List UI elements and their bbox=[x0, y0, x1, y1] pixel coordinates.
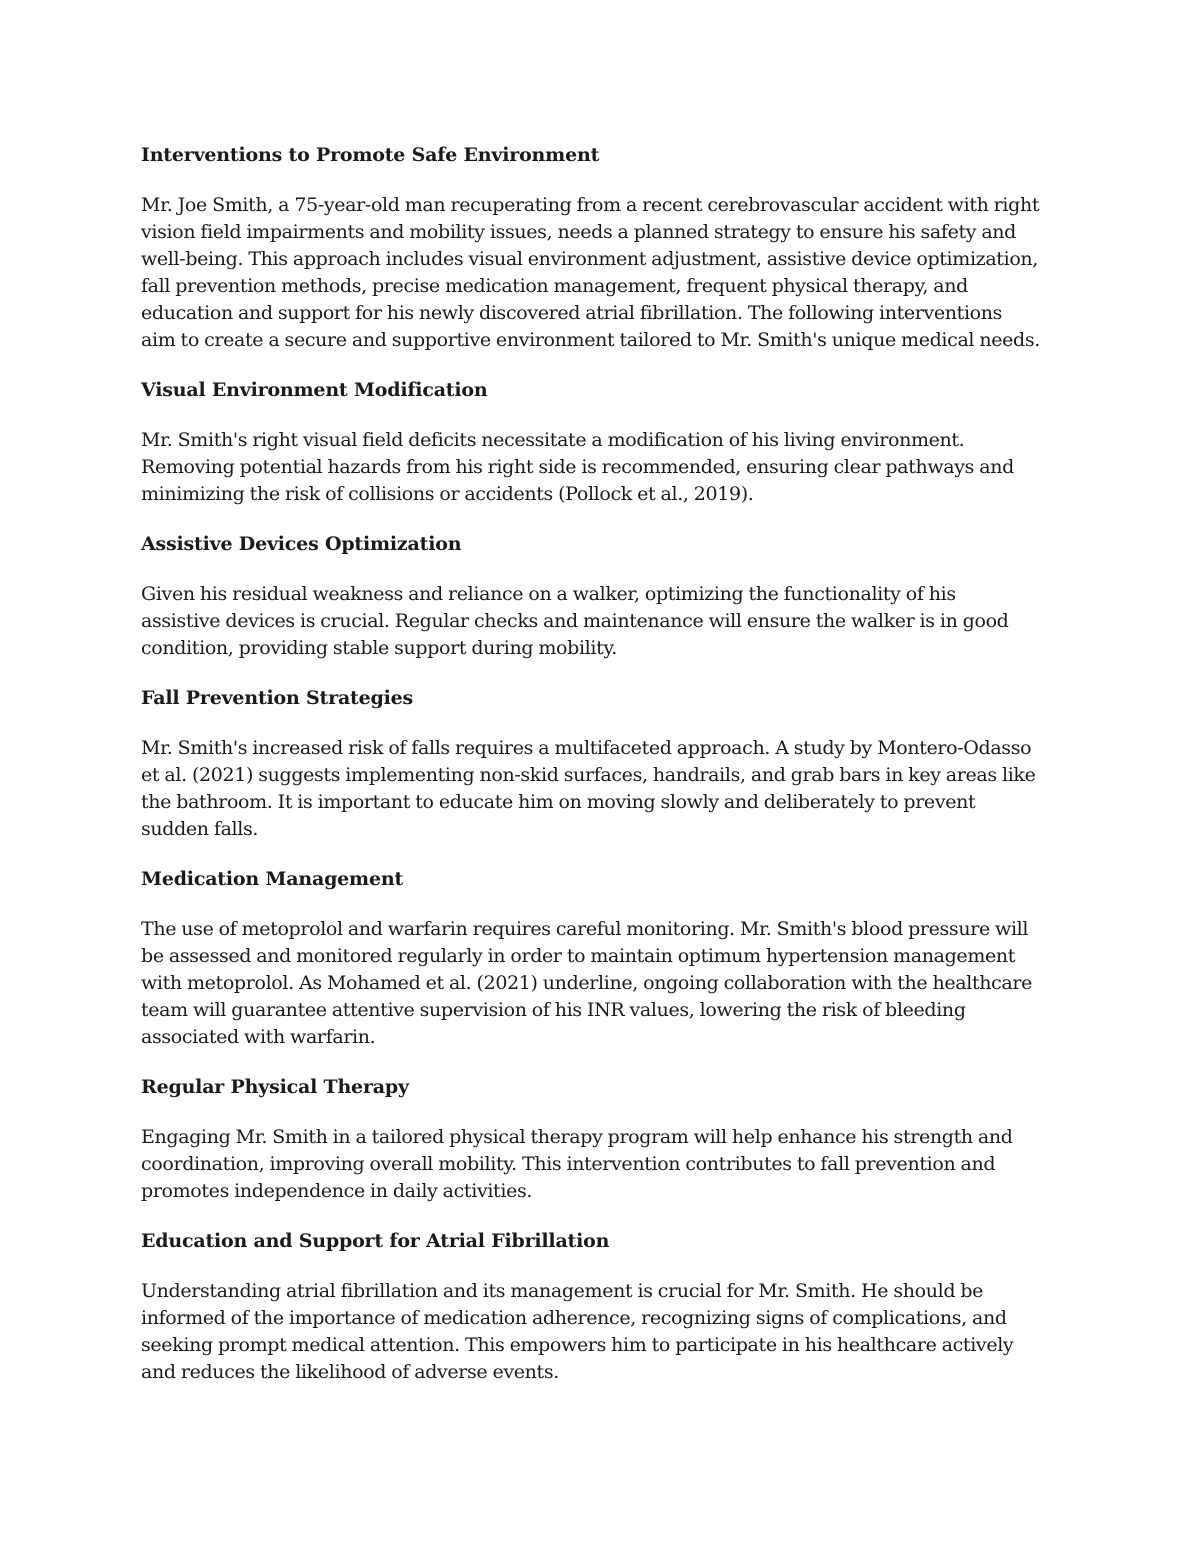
paragraph-line: et al. (2021) suggests implementing non-skid surfaces, handrails, and grab bars in key areas like bbox=[141, 764, 1036, 786]
section-heading: Education and Support for Atrial Fibrillation bbox=[141, 1230, 610, 1252]
paragraph-line: Engaging Mr. Smith in a tailored physical therapy program will help enhance his strength and bbox=[141, 1126, 1013, 1148]
section-heading: Fall Prevention Strategies bbox=[141, 687, 414, 709]
section-assistive-devices bbox=[141, 531, 1061, 662]
paragraph-line: well-being. This approach includes visual environment adjustment, assistive device optimization, bbox=[141, 248, 1038, 270]
paragraph-line: The use of metoprolol and warfarin requires careful monitoring. Mr. Smith's blood pressure will bbox=[141, 918, 1029, 940]
paragraph-line: informed of the importance of medication adherence, recognizing signs of complications, and bbox=[141, 1307, 1007, 1329]
paragraph-line: associated with warfarin. bbox=[141, 1026, 376, 1048]
section-fall-prevention bbox=[141, 685, 1061, 843]
document-page bbox=[141, 142, 1061, 1409]
paragraph-line: be assessed and monitored regularly in order to maintain optimum hypertension management bbox=[141, 945, 1016, 967]
paragraph-line: with metoprolol. As Mohamed et al. (2021) underline, ongoing collaboration with the healthcare bbox=[141, 972, 1033, 994]
section-atrial-fibrillation bbox=[141, 1228, 1061, 1386]
section-paragraph bbox=[141, 427, 1061, 508]
section-paragraph bbox=[141, 1278, 1061, 1386]
section-paragraph bbox=[141, 916, 1061, 1051]
paragraph-line: promotes independence in daily activities. bbox=[141, 1180, 533, 1202]
section-heading: Assistive Devices Optimization bbox=[141, 533, 462, 555]
section-heading: Interventions to Promote Safe Environment bbox=[141, 144, 600, 166]
section-heading: Medication Management bbox=[141, 868, 404, 890]
section-paragraph bbox=[141, 735, 1061, 843]
paragraph-line: Mr. Smith's increased risk of falls requires a multifaceted approach. A study by Montero-Odasso bbox=[141, 737, 1032, 759]
section-paragraph bbox=[141, 1124, 1061, 1205]
paragraph-line: team will guarantee attentive supervision of his INR values, lowering the risk of bleeding bbox=[141, 999, 966, 1021]
paragraph-line: condition, providing stable support during mobility. bbox=[141, 637, 617, 659]
paragraph-line: seeking prompt medical attention. This empowers him to participate in his healthcare actively bbox=[141, 1334, 1014, 1356]
paragraph-line: sudden falls. bbox=[141, 818, 259, 840]
paragraph-line: and reduces the likelihood of adverse events. bbox=[141, 1361, 559, 1383]
paragraph-line: Understanding atrial fibrillation and its management is crucial for Mr. Smith. He should be bbox=[141, 1280, 984, 1302]
paragraph-line: aim to create a secure and supportive environment tailored to Mr. Smith's unique medical needs. bbox=[141, 329, 1040, 351]
paragraph-line: Mr. Smith's right visual field deficits necessitate a modification of his living environment. bbox=[141, 429, 965, 451]
paragraph-line: vision field impairments and mobility issues, needs a planned strategy to ensure his safety and bbox=[141, 221, 1016, 243]
paragraph-line: Removing potential hazards from his right side is recommended, ensuring clear pathways and bbox=[141, 456, 1014, 478]
section-intro bbox=[141, 142, 1061, 354]
paragraph-line: Mr. Joe Smith, a 75-year-old man recuperating from a recent cerebrovascular accident with right bbox=[141, 194, 1040, 216]
section-visual-environment bbox=[141, 377, 1061, 508]
paragraph-line: fall prevention methods, precise medication management, frequent physical therapy, and bbox=[141, 275, 968, 297]
section-paragraph bbox=[141, 192, 1061, 354]
paragraph-line: minimizing the risk of collisions or accidents (Pollock et al., 2019). bbox=[141, 483, 754, 505]
section-physical-therapy bbox=[141, 1074, 1061, 1205]
paragraph-line: coordination, improving overall mobility. This intervention contributes to fall prevention and bbox=[141, 1153, 996, 1175]
section-heading: Regular Physical Therapy bbox=[141, 1076, 409, 1098]
paragraph-line: education and support for his newly discovered atrial fibrillation. The following interventions bbox=[141, 302, 1003, 324]
section-heading: Visual Environment Modification bbox=[141, 379, 488, 401]
section-paragraph bbox=[141, 581, 1061, 662]
paragraph-line: the bathroom. It is important to educate him on moving slowly and deliberately to prevent bbox=[141, 791, 976, 813]
section-medication-management bbox=[141, 866, 1061, 1051]
paragraph-line: assistive devices is crucial. Regular checks and maintenance will ensure the walker is in good bbox=[141, 610, 1009, 632]
paragraph-line: Given his residual weakness and reliance on a walker, optimizing the functionality of his bbox=[141, 583, 956, 605]
